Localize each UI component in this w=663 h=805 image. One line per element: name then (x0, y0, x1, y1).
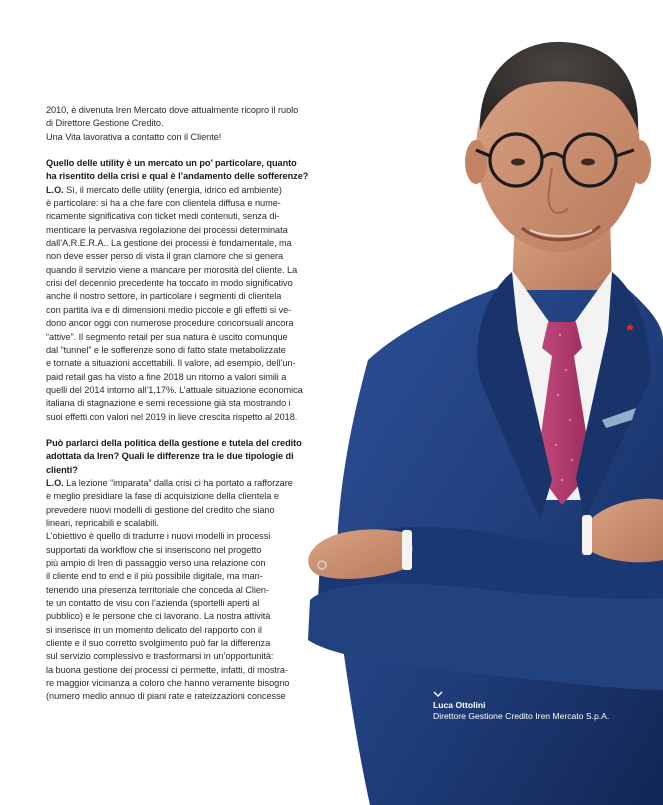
text-line: dal “tunnel” e le sofferenze sono di fatto state metabolizzate (46, 344, 286, 355)
text-line: non deve esser perso di vista il gran clamore che si genera (46, 251, 284, 262)
speaker-initials: L.O. (46, 477, 64, 488)
left-hand (308, 529, 412, 579)
question-2 (46, 437, 318, 477)
ear-left (465, 140, 487, 184)
text-line: di Direttore Gestione Credito. (46, 118, 164, 129)
text-line: sul servizio complessivo e trasformarsi in un’opportunità: (46, 651, 274, 662)
question-1 (46, 157, 318, 184)
text-line: pubblico) e le persone che ci lavorano. La nostra attività (46, 611, 271, 622)
chevron-down-icon (433, 690, 443, 698)
text-line: crisi del decennio precedente ha toccato in modo significativo (46, 278, 293, 289)
text-line: e meglio presidiare la fase di acquisizione della clientela e (46, 491, 279, 502)
answer-2 (46, 477, 318, 704)
text-line: (numero medio annuo di piani rate e rateizzazioni concesse (46, 691, 286, 702)
text-line: cliente e il suo corretto svolgimento può far la differenza (46, 638, 271, 649)
text-line: Una Vita lavorativa a contatto con il Cliente! (46, 131, 222, 142)
text-line: ha risentito della crisi e qual è l’andamento delle sofferenze? (46, 171, 309, 182)
text-line: quando il servizio viene a mancare per morosità del cliente. La (46, 264, 298, 275)
text-line: dall’A.R.E.R.A.. La gestione dei processi è fondamentale, ma (46, 238, 292, 249)
speaker-initials: L.O. (46, 184, 64, 195)
text-line: “attive”. Il segmento retail per sua natura è uscito comunque (46, 331, 288, 342)
text-line: adottata da Iren? Quali le differenze tra le due tipologie di (46, 451, 294, 462)
text-line: con partita iva e di dimensioni medio piccole e gli effetti si ve- (46, 304, 292, 315)
text-line: quelli del 2014 intorno all’1,17%. L’attuale situazione economica (46, 384, 303, 395)
text-line: dono ancor oggi con numerose procedure concorsuali ancora (46, 318, 294, 329)
text-line: è particolare: si ha a che fare con clientela diffusa e nume- (46, 198, 281, 209)
answer-1 (46, 184, 318, 424)
text-line: menticare la pervasiva regolazione dei processi determinata (46, 224, 288, 235)
text-line: la buona gestione dei processi ci permette, infatti, di mostra- (46, 664, 288, 675)
photo-caption (433, 690, 609, 722)
text-line: te un contatto de visu con l’azienda (sportelli aperti al (46, 598, 260, 609)
text-line: prevedere nuovi modelli di gestione del credito che siano (46, 504, 275, 515)
ear-right (629, 140, 651, 184)
text-line: suoi effetti con valori nel 2019 in lieve crescita rispetto al 2018. (46, 411, 298, 422)
text-line: ricamente significativa con ticket medi contenuti, senza di- (46, 211, 280, 222)
text-line: La lezione “imparata” dalla crisi ci ha portato a rafforzare (63, 477, 293, 488)
text-line: L’obiettivo è quello di tradurre i nuovi modelli in processi (46, 531, 271, 542)
text-line: re maggior vicinanza a coloro che hanno veramente bisogno (46, 678, 290, 689)
text-line: tenendo una presenza territoriale che conceda al Clien- (46, 584, 269, 595)
text-line: lineari, repricabili e scalabili. (46, 517, 159, 528)
text-line: Quello delle utility è un mercato un po’ particolare, quanto (46, 158, 297, 169)
text-line: e tornate a situazioni accettabili. Il valore, ad esempio, dell’un- (46, 358, 296, 369)
article-text-column (46, 104, 318, 704)
caption-role: Direttore Gestione Credito Iren Mercato S.p.A. (433, 711, 610, 721)
text-line: paid retail gas ha visto a fine 2018 un ritorno a valori simili a (46, 371, 287, 382)
intro-paragraph (46, 104, 318, 144)
text-line: si inserisce in un momento delicato del rapporto con il (46, 624, 262, 635)
text-line: italiana di stagnazione e semi recessione già sta mostrando i (46, 398, 291, 409)
text-line: supportati da workflow che si inseriscono nel progetto (46, 544, 262, 555)
text-line: Sì, il mercato delle utility (energia, idrico ed ambiente) (63, 184, 282, 195)
text-line: 2010, è divenuta Iren Mercato dove attualmente ricopro il ruolo (46, 105, 299, 115)
text-line: anche il nostro settore, in particolare i segmenti di clientela (46, 291, 282, 302)
text-line: Può parlarci della politica della gestione e tutela del credito (46, 437, 302, 448)
portrait-photo (290, 0, 663, 805)
text-line: più ampio di Iren di passaggio verso una relazione con (46, 558, 266, 568)
text-line: il cliente end to end e il più possibile digitale, ma man- (46, 571, 263, 582)
caption-name: Luca Ottolini (433, 700, 486, 710)
text-line: clienti? (46, 464, 78, 475)
